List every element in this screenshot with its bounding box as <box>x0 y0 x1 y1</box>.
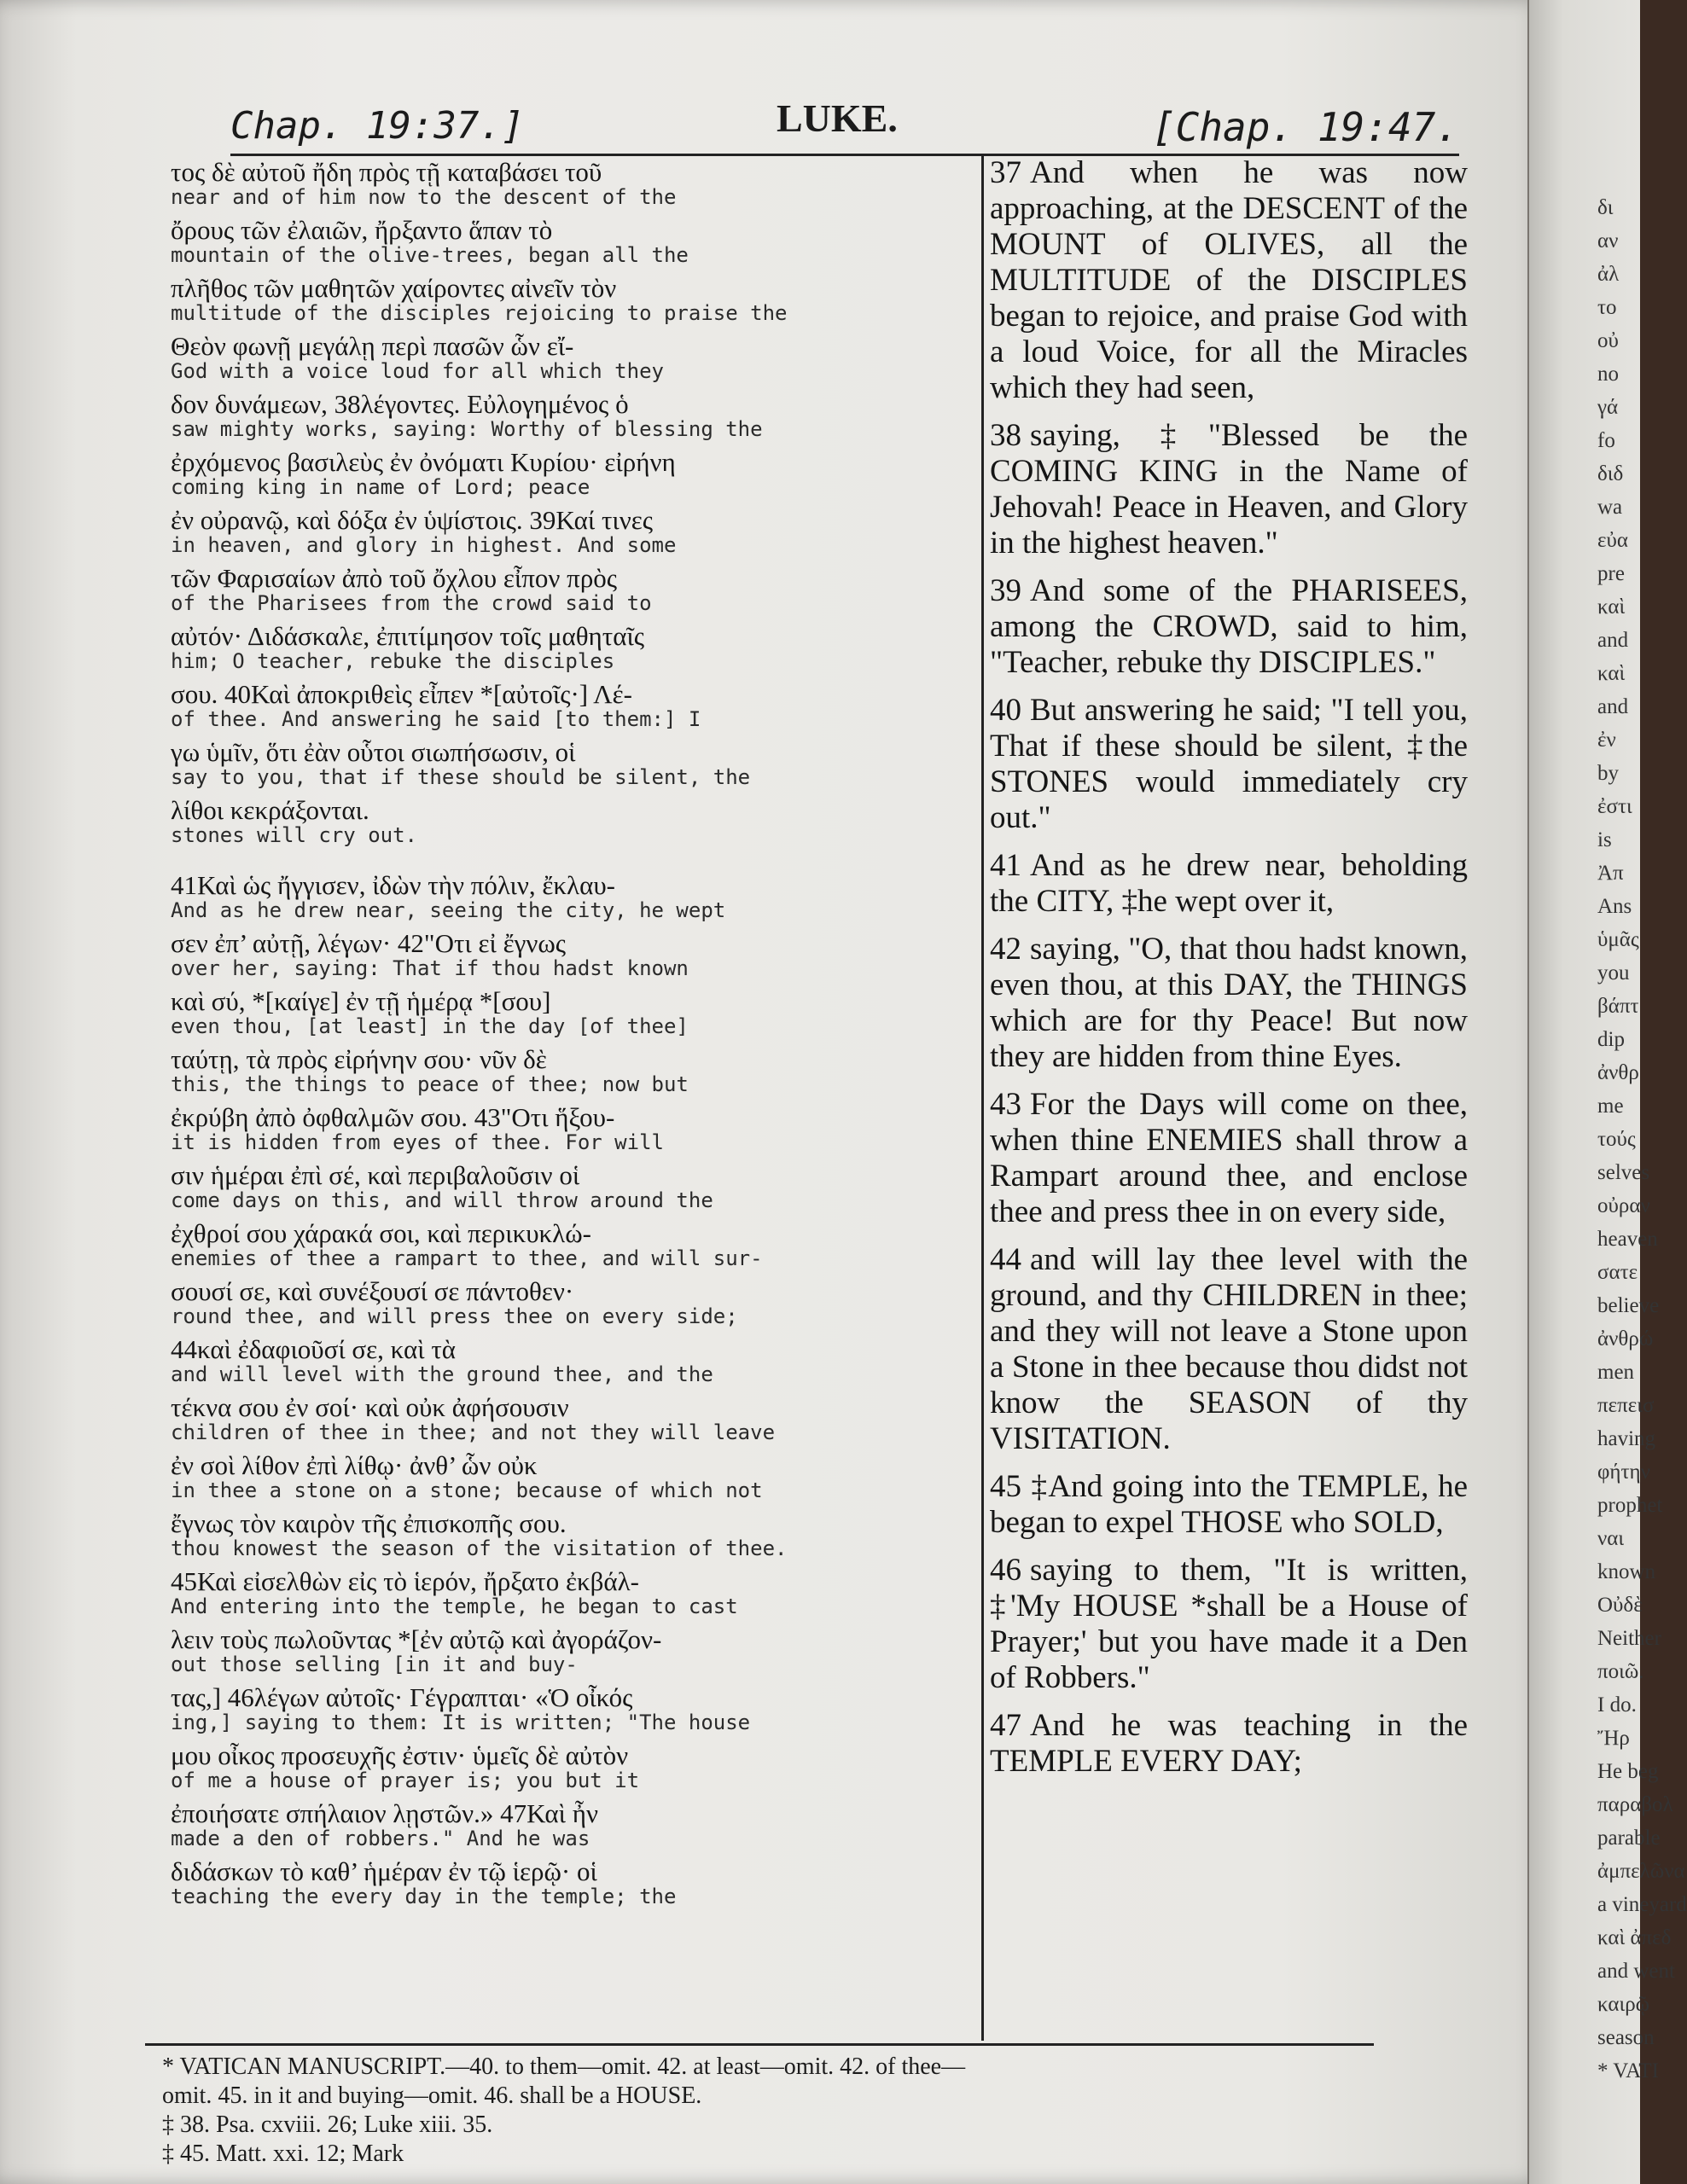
adjacent-page-fragment: is <box>1597 828 1612 851</box>
verse-text: And as he drew near, beholding the CITY, ‡he wept over it, <box>990 848 1468 919</box>
interlinear-gloss: enemies of thee a rampart to thee, and will sur- <box>171 1246 763 1270</box>
verse-46 <box>990 1553 1468 1696</box>
greek-text: αὐτόν· Διδάσκαλε, ἐπιτίμησον τοῖς μαθηταῖς <box>171 621 645 651</box>
interlinear-gloss: of me a house of prayer is; you but it <box>171 1769 640 1792</box>
interlinear-gloss: this, the things to peace of thee; now but <box>171 1072 689 1096</box>
adjacent-page-fragment: ἐστι <box>1597 795 1632 818</box>
adjacent-page-fragment: ὑμᾶς <box>1597 928 1639 951</box>
english-translation-column <box>990 155 1468 2032</box>
interlinear-line <box>171 677 973 732</box>
adjacent-page-fragment: φήτην <box>1597 1461 1650 1484</box>
interlinear-gloss: near and of him now to the descent of the <box>171 185 677 209</box>
interlinear-line <box>171 1565 973 1619</box>
interlinear-line <box>171 1101 973 1155</box>
verse-45 <box>990 1469 1468 1541</box>
adjacent-page-fragment: and went <box>1597 1960 1675 1983</box>
interlinear-gloss: multitude of the disciples rejoicing to praise the <box>171 301 788 325</box>
paragraph-gap <box>171 851 973 868</box>
verse-text: ‡And going into the TEMPLE, he began to expel THOSE who SOLD, <box>990 1469 1468 1540</box>
adjacent-page-fragment: no <box>1597 363 1619 386</box>
adjacent-page-fragment: ποιῶ. <box>1597 1660 1644 1683</box>
adjacent-page-fragment: I do. <box>1597 1693 1637 1716</box>
interlinear-line <box>171 793 973 848</box>
verse-number: 45 <box>990 1469 1021 1504</box>
interlinear-line <box>171 1739 973 1793</box>
greek-text: γω ὑμῖν, ὅτι ἐὰν οὗτοι σιωπήσωσιν, οἱ <box>171 737 576 767</box>
adjacent-page-fragment: a vineyard <box>1597 1893 1687 1916</box>
interlinear-line <box>171 271 973 326</box>
verse-text: And he was teaching in the TEMPLE EVERY DAY; <box>990 1708 1468 1779</box>
adjacent-page-fragment: you <box>1597 961 1630 985</box>
interlinear-line <box>171 1275 973 1329</box>
greek-text: 44καὶ ἐδαφιοῦσί σε, καὶ τὰ <box>171 1334 457 1364</box>
greek-text: ὄρους τῶν ἐλαιῶν, ἤρξαντο ἅπαν τὸ <box>171 215 553 245</box>
adjacent-page-fragment: παραβολ <box>1597 1793 1673 1816</box>
greek-text: τος δὲ αὐτοῦ ἤδη πρὸς τῇ καταβάσει τοῦ <box>171 157 602 187</box>
interlinear-line <box>171 926 973 981</box>
greek-text: Θεὸν φωνῇ μεγάλῃ περὶ πασῶν ὧν εἴ- <box>171 331 574 361</box>
greek-text: μου οἶκος προσευχῆς ἐστιν· ὑμεῖς δὲ αὐτὸν <box>171 1740 629 1770</box>
verse-38 <box>990 418 1468 561</box>
verse-37 <box>990 155 1468 406</box>
interlinear-line <box>171 155 973 210</box>
adjacent-page-fragment: ἀνθρώ <box>1597 1327 1654 1350</box>
interlinear-line <box>171 735 973 790</box>
greek-text: ἔγνως τὸν καιρὸν τῆς ἐπισκοπῆς σου. <box>171 1508 567 1538</box>
greek-text: σιν ἡμέραι ἐπὶ σέ, καὶ περιβαλοῦσιν οἱ <box>171 1160 580 1190</box>
adjacent-page-fragment: γά <box>1597 396 1619 419</box>
verse-text: And when he was now approaching, at the DESCENT of the MOUNT of OLIVES, all the MULTITUDE of the DISCIPLES began to rejoice, and praise God with a loud Voice, for all the Miracles which they had seen, <box>990 155 1468 405</box>
interlinear-line <box>171 1507 973 1561</box>
verse-text: But answering he said; "I tell you, That if these should be silent, ‡the STONES would immediately cry out." <box>990 693 1468 835</box>
adjacent-page-fragment: αν <box>1597 229 1619 253</box>
greek-text: 45Καὶ εἰσελθὼν εἰς τὸ ἱερόν, ἤρξατο ἐκβάλ- <box>171 1566 639 1596</box>
interlinear-line <box>171 445 973 500</box>
adjacent-page-fragment: parable <box>1597 1827 1661 1850</box>
interlinear-gloss: And entering into the temple, he began to cast <box>171 1594 738 1618</box>
interlinear-line <box>171 619 973 674</box>
adjacent-page-fragment: * VATI <box>1597 2059 1660 2082</box>
interlinear-gloss: and will level with the ground thee, and the <box>171 1362 713 1386</box>
interlinear-line <box>171 561 973 616</box>
footnote-line: omit. 45. in it and buying—omit. 46. shall be a HOUSE. <box>162 2082 702 2109</box>
interlinear-line <box>171 1391 973 1445</box>
verse-number: 41 <box>990 848 1021 883</box>
interlinear-gloss: round thee, and will press thee on every side; <box>171 1304 738 1328</box>
greek-text: ἐν σοὶ λίθον ἐπὶ λίθῳ· ἀνθ’ ὧν οὐκ <box>171 1450 538 1480</box>
verse-39 <box>990 573 1468 681</box>
column-divider <box>981 155 984 2041</box>
adjacent-page-fragment: by <box>1597 762 1619 785</box>
verse-47 <box>990 1708 1468 1780</box>
interlinear-gloss: out those selling [in it and buy- <box>171 1653 578 1676</box>
adjacent-page-fragment: βάπτ <box>1597 995 1639 1018</box>
interlinear-line <box>171 1623 973 1677</box>
adjacent-page-fragment: Οὐδὲ <box>1597 1594 1643 1617</box>
header-chapter-left: Chap. 19:37.] <box>230 104 525 148</box>
adjacent-page-fragment: τούς <box>1597 1128 1636 1151</box>
adjacent-page-fragment: me <box>1597 1095 1624 1118</box>
adjacent-page-fragment: δι <box>1597 196 1614 219</box>
adjacent-page-fragment: διδ <box>1597 462 1624 485</box>
adjacent-page-fragment: Ἤρ <box>1597 1727 1630 1750</box>
adjacent-page-fragment: ἀνθρ <box>1597 1061 1639 1084</box>
interlinear-gloss: even thou, [at least] in the day [of thee] <box>171 1014 689 1038</box>
interlinear-line <box>171 1217 973 1271</box>
verse-text: For the Days will come on thee, when thine ENEMIES shall throw a Rampart around thee, and enclose thee and press thee in on every side, <box>990 1087 1468 1229</box>
adjacent-page-fragment: ἐν <box>1597 729 1616 752</box>
adjacent-page-fragment: οὐραν <box>1597 1194 1650 1217</box>
header-chapter-right: [Chap. 19:47. <box>1151 104 1459 150</box>
verse-number: 47 <box>990 1708 1021 1743</box>
interlinear-greek-column <box>171 155 973 2032</box>
verse-43 <box>990 1087 1468 1230</box>
greek-text: λίθοι κεκράξονται. <box>171 795 369 825</box>
verse-41 <box>990 848 1468 920</box>
verse-number: 44 <box>990 1242 1021 1277</box>
greek-text: διδάσκων τὸ καθ’ ἡμέραν ἐν τῷ ἱερῷ· οἱ <box>171 1856 597 1886</box>
adjacent-page-fragment: He beg <box>1597 1760 1659 1783</box>
footnote-line: * VATICAN MANUSCRIPT.—40. to them—omit. 42. at least—omit. 42. of thee— <box>162 2053 966 2080</box>
footnote-line: ‡ 38. Psa. cxviii. 26; Luke xiii. 35. <box>162 2111 493 2138</box>
interlinear-gloss: in thee a stone on a stone; because of which not <box>171 1478 763 1502</box>
verse-text: and will lay thee level with the ground, and thy CHILDREN in thee; and they will not leave a Stone upon a Stone in thee because thou didst not know the SEASON of thy VISITATION. <box>990 1242 1468 1456</box>
interlinear-gloss: made a den of robbers." And he was <box>171 1827 590 1850</box>
interlinear-gloss: of thee. And answering he said [to them:] I <box>171 707 701 731</box>
adjacent-page-fragment: heaven <box>1597 1228 1658 1251</box>
adjacent-page-fragment: ἀμπελῶνα <box>1597 1860 1685 1883</box>
interlinear-gloss: ing,] saying to them: It is written; "The house <box>171 1711 751 1734</box>
greek-text: καὶ σύ, *[καίγε] ἐν τῇ ἡμέρᾳ *[σου] <box>171 986 551 1016</box>
greek-text: ἐποιήσατε σπήλαιον λῃστῶν.» 47Καὶ ἦν <box>171 1798 598 1828</box>
verse-number: 37 <box>990 155 1021 190</box>
interlinear-gloss: stones will cry out. <box>171 823 417 847</box>
adjacent-page-fragment: ἀλ <box>1597 263 1620 286</box>
interlinear-gloss: thou knowest the season of the visitation of thee. <box>171 1536 788 1560</box>
adjacent-page-fragment: men <box>1597 1361 1635 1384</box>
interlinear-gloss: mountain of the olive-trees, began all the <box>171 243 689 267</box>
verse-text: saying, ‡"Blessed be the COMING KING in the Name of Jehovah! Peace in Heaven, and Glory in the highest heaven." <box>990 418 1468 561</box>
interlinear-gloss: come days on this, and will throw around the <box>171 1188 713 1212</box>
interlinear-gloss: children of thee in thee; and not they will leave <box>171 1420 776 1444</box>
interlinear-line <box>171 1797 973 1851</box>
adjacent-page-edge <box>1527 0 1687 2184</box>
interlinear-gloss: coming king in name of Lord; peace <box>171 475 590 499</box>
interlinear-gloss: God with a voice loud for all which they <box>171 359 664 383</box>
adjacent-page-fragment: season <box>1597 2026 1655 2049</box>
greek-text: σου. 40Καὶ ἀποκριθεὶς εἶπεν *[αὐτοῖς·] Λέ- <box>171 679 632 709</box>
footnote-line: ‡ 45. Matt. xxi. 12; Mark <box>162 2140 404 2167</box>
interlinear-line <box>171 503 973 558</box>
adjacent-page-fragment: believe <box>1597 1294 1660 1317</box>
adjacent-page-fragment: prophet <box>1597 1494 1663 1517</box>
greek-text: τας,] 46λέγων αὐτοῖς· Γέγραπται· «Ὁ οἶκός <box>171 1682 633 1712</box>
interlinear-line <box>171 1449 973 1503</box>
adjacent-page-fragment: ναι <box>1597 1527 1625 1550</box>
interlinear-line <box>171 1043 973 1097</box>
adjacent-page-fragment: and <box>1597 629 1629 652</box>
adjacent-page-fragment: εὐα <box>1597 529 1628 552</box>
interlinear-gloss: teaching the every day in the temple; the <box>171 1885 677 1908</box>
verse-number: 46 <box>990 1553 1021 1588</box>
greek-text: ἐκρύβη ἀπὸ ὀφθαλμῶν σου. 43"Οτι ἥξου- <box>171 1102 615 1132</box>
interlinear-gloss: And as he drew near, seeing the city, he wept <box>171 898 726 922</box>
interlinear-gloss: say to you, that if these should be silent, the <box>171 765 751 789</box>
greek-text: λειν τοὺς πωλοῦντας *[ἐν αὐτῷ καὶ ἀγοράζον- <box>171 1624 662 1654</box>
verse-text: saying to them, "It is written, ‡'My HOUSE *shall be a House of Prayer;' but you have made it a Den of Robbers." <box>990 1553 1468 1695</box>
verse-text: saying, "O, that thou hadst known, even thou, at this DAY, the THINGS which are for thy Peace! But now they are hidden from thine Eyes. <box>990 932 1468 1074</box>
interlinear-line <box>171 1333 973 1387</box>
verse-44 <box>990 1242 1468 1457</box>
running-header <box>230 96 1459 155</box>
adjacent-page-fragment: and <box>1597 695 1629 718</box>
adjacent-page-fragment: καὶ <box>1597 662 1626 685</box>
adjacent-page-fragment: πεπεισ <box>1597 1394 1655 1417</box>
verse-number: 39 <box>990 573 1021 608</box>
adjacent-page-fragment: pre <box>1597 562 1625 585</box>
interlinear-line <box>171 1855 973 1909</box>
greek-text: ἐρχόμενος βασιλεὺς ἐν ὀνόματι Κυρίου· εἰρήνη <box>171 447 676 477</box>
greek-text: πλῆθος τῶν μαθητῶν χαίροντες αἰνεῖν τὸν <box>171 273 617 303</box>
verse-number: 40 <box>990 693 1021 728</box>
adjacent-page-fragment: Ἀπ <box>1597 862 1624 885</box>
greek-text: ταύτῃ, τὰ πρὸς εἰρήνην σου· νῦν δὲ <box>171 1044 547 1074</box>
adjacent-page-fragment: καὶ ἀπεδ <box>1597 1926 1672 1949</box>
greek-text: δον δυνάμεων, 38λέγοντες. Εὐλογημένος ὁ <box>171 389 629 419</box>
adjacent-page-fragment: dip <box>1597 1028 1625 1051</box>
adjacent-page-fragment: fo <box>1597 429 1615 452</box>
verse-number: 42 <box>990 932 1021 967</box>
interlinear-gloss: it is hidden from eyes of thee. For will <box>171 1130 664 1154</box>
greek-text: 41Καὶ ὡς ἤγγισεν, ἰδὼν τὴν πόλιν, ἔκλαυ- <box>171 870 615 900</box>
verse-40 <box>990 693 1468 836</box>
interlinear-gloss: him; O teacher, rebuke the disciples <box>171 649 615 673</box>
interlinear-gloss: in heaven, and glory in highest. And some <box>171 533 677 557</box>
footnote-rule <box>145 2043 1374 2046</box>
verse-42 <box>990 932 1468 1075</box>
interlinear-gloss: saw mighty works, saying: Worthy of blessing the <box>171 417 763 441</box>
interlinear-line <box>171 387 973 442</box>
interlinear-gloss: over her, saying: That if thou hadst known <box>171 956 689 980</box>
verse-number: 43 <box>990 1087 1021 1122</box>
header-book-title: LUKE. <box>777 96 898 140</box>
adjacent-page-fragment: οὐ <box>1597 329 1619 352</box>
adjacent-page-fragment: το <box>1597 296 1617 319</box>
adjacent-page-fragment: καὶ <box>1597 595 1626 619</box>
adjacent-page-fragment: having <box>1597 1427 1656 1450</box>
greek-text: τῶν Φαρισαίων ἀπὸ τοῦ ὄχλου εἶπον πρὸς <box>171 563 618 593</box>
adjacent-page-fragment: wa <box>1597 496 1623 519</box>
verse-number: 38 <box>990 418 1021 453</box>
adjacent-page-fragment: καιρῷ <box>1597 1993 1650 2016</box>
interlinear-line <box>171 1681 973 1735</box>
greek-text: ἐν οὐρανῷ, καὶ δόξα ἐν ὑψίστοις. 39Καί τινες <box>171 505 654 535</box>
interlinear-line <box>171 329 973 384</box>
adjacent-page-fragment: Ans <box>1597 895 1632 918</box>
footnotes <box>145 2043 1425 2180</box>
adjacent-page-fragment: selves <box>1597 1161 1650 1184</box>
interlinear-line <box>171 1159 973 1213</box>
interlinear-line <box>171 985 973 1039</box>
adjacent-page-fragment: σατε <box>1597 1261 1638 1284</box>
interlinear-gloss: of the Pharisees from the crowd said to <box>171 591 652 615</box>
verse-text: And some of the PHARISEES, among the CROWD, said to him, "Teacher, rebuke thy DISCIPLES." <box>990 573 1468 680</box>
greek-text: ἐχθροί σου χάρακά σοι, καὶ περικυκλώ- <box>171 1218 591 1248</box>
greek-text: σουσί σε, καὶ συνέξουσί σε πάντοθεν· <box>171 1276 574 1306</box>
interlinear-line <box>171 868 973 923</box>
adjacent-page-fragment: known <box>1597 1560 1656 1583</box>
adjacent-page-fragment: Neither <box>1597 1627 1661 1650</box>
interlinear-line <box>171 213 973 268</box>
greek-text: τέκνα σου ἐν σοί· καὶ οὐκ ἀφήσουσιν <box>171 1392 569 1422</box>
greek-text: σεν ἐπ’ αὐτῇ, λέγων· 42"Οτι εἰ ἔγνως <box>171 928 567 958</box>
